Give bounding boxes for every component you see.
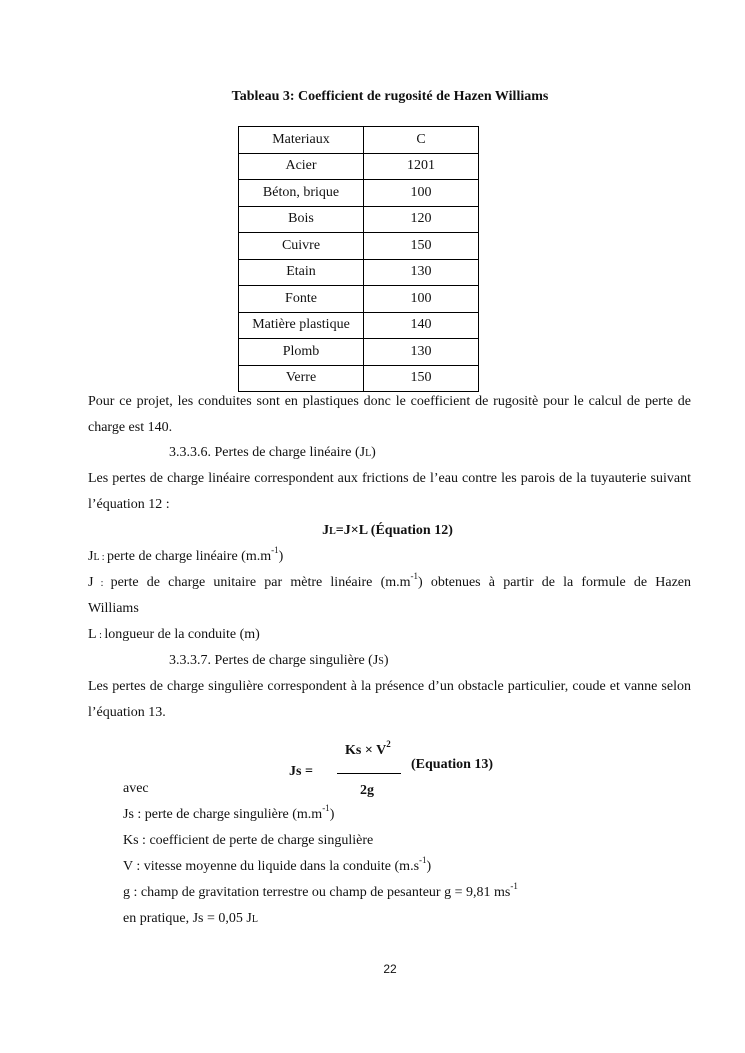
eq13-label: (Equation 13): [411, 757, 494, 772]
def-text: g : champ de gravitation terrestre ou champ de pesanteur g = 9,81 ms: [123, 885, 511, 900]
header-materiaux: Materiaux: [239, 127, 364, 154]
heading-close: ): [371, 445, 376, 460]
eq12-sub: L: [329, 526, 336, 537]
definition-j: [88, 570, 691, 597]
definition-j-continued: Williams: [88, 601, 139, 616]
def-close: ): [426, 859, 432, 874]
equation-12: [0, 518, 745, 545]
def-text: longueur de la conduite (m): [104, 627, 260, 642]
table-header-row: [239, 127, 479, 154]
cell-material: Acier: [239, 153, 364, 180]
def-sub: L :: [93, 552, 107, 563]
eq13-numerator: [345, 738, 391, 764]
eq13-num-sup: 2: [386, 739, 391, 750]
def-close: ): [329, 807, 335, 822]
definition-l: [88, 622, 260, 649]
hazen-williams-table: [238, 126, 479, 392]
def-sup: -1: [419, 855, 427, 866]
table-row: [239, 339, 479, 366]
definition-js: [123, 802, 334, 828]
def-text: perte de charge linéaire (m.m: [106, 549, 272, 564]
def-symbol: L: [88, 627, 97, 642]
definition-g: [123, 880, 518, 906]
heading-sub: L: [365, 448, 372, 459]
cell-c: 130: [364, 339, 479, 366]
section-heading-linear-losses: [169, 440, 376, 467]
cell-material: Cuivre: [239, 233, 364, 260]
section-heading-singular-losses: [169, 648, 389, 675]
cell-c: 140: [364, 312, 479, 339]
eq12-rest: =J×L (Équation 12): [335, 523, 453, 538]
def-sup: -1: [322, 803, 330, 814]
paragraph-plastic-coefficient: Pour ce projet, les conduites sont en plastiques donc le coefficient de rugositè pour le calcul de perte de charge est 140.: [88, 394, 691, 435]
cell-c: 150: [364, 233, 479, 260]
cell-c: 100: [364, 180, 479, 207]
def-sup: -1: [410, 571, 419, 582]
def-text: V : vitesse moyenne du liquide dans la conduite (m.s: [123, 859, 420, 874]
definition-jl: [88, 544, 283, 571]
def-sup: -1: [271, 545, 279, 556]
definition-ks: Ks : coefficient de perte de charge singulière: [123, 833, 374, 848]
page-number: 22: [383, 962, 397, 976]
heading-text: 3.3.3.6. Pertes de charge linéaire (J: [169, 445, 366, 460]
header-c: C: [364, 127, 479, 154]
def-text: perte de charge unitaire par mètre linéaire (m.m: [110, 575, 411, 590]
heading-close: ): [383, 653, 389, 668]
cell-material: Bois: [239, 206, 364, 233]
cell-c: 130: [364, 259, 479, 286]
avec-label: avec: [123, 781, 149, 796]
def-sub: L: [251, 914, 258, 925]
cell-material: Plomb: [239, 339, 364, 366]
table-row: [239, 365, 479, 392]
def-symbol: J: [88, 549, 94, 564]
table-row: [239, 180, 479, 207]
table-row: [239, 233, 479, 260]
cell-material: Etain: [239, 259, 364, 286]
cell-c: 100: [364, 286, 479, 313]
cell-c: 150: [364, 365, 479, 392]
def-sup: -1: [510, 881, 518, 892]
def-sub: :: [96, 630, 105, 641]
paragraph-linear-losses: Les pertes de charge linéaire correspondent aux frictions de l’eau contre les parois de la tuyauterie suivant l’équation 12 :: [88, 471, 691, 512]
table-row: [239, 153, 479, 180]
paragraph-singular-losses: Les pertes de charge singulière correspondent à la présence d’un obstacle particulier, coude et vanne selon l’équation 13.: [88, 679, 691, 720]
heading-text: 3.3.3.7. Pertes de charge singulière (J: [169, 653, 379, 668]
definition-v: [123, 854, 431, 880]
table-row: [239, 286, 479, 313]
cell-c: 120: [364, 206, 479, 233]
cell-material: Fonte: [239, 286, 364, 313]
practical-note: [123, 906, 258, 933]
table-row: [239, 259, 479, 286]
def-text-post: ) obtenues à partir de la formule de Hazen: [418, 575, 692, 590]
eq13-num-text: Ks × V: [345, 743, 387, 758]
def-text: Js : perte de charge singulière (m.m: [123, 807, 323, 822]
cell-material: Verre: [239, 365, 364, 392]
eq13-lhs: Js =: [289, 764, 313, 779]
table-row: [239, 312, 479, 339]
def-sub: :: [93, 578, 111, 589]
table-caption: Tableau 3: Coefficient de rugosité de Hazen Williams: [231, 89, 549, 104]
heading-sub: S: [378, 656, 384, 667]
cell-c: 1201: [364, 153, 479, 180]
eq13-denominator: 2g: [360, 783, 374, 798]
cell-material: Béton, brique: [239, 180, 364, 207]
def-text: en pratique, Js = 0,05 J: [123, 911, 252, 926]
eq12-symbol: J: [322, 523, 330, 538]
table-row: [239, 206, 479, 233]
fraction-bar: [337, 773, 401, 774]
cell-material: Matière plastique: [239, 312, 364, 339]
def-close: ): [278, 549, 284, 564]
def-symbol: J: [88, 575, 94, 590]
